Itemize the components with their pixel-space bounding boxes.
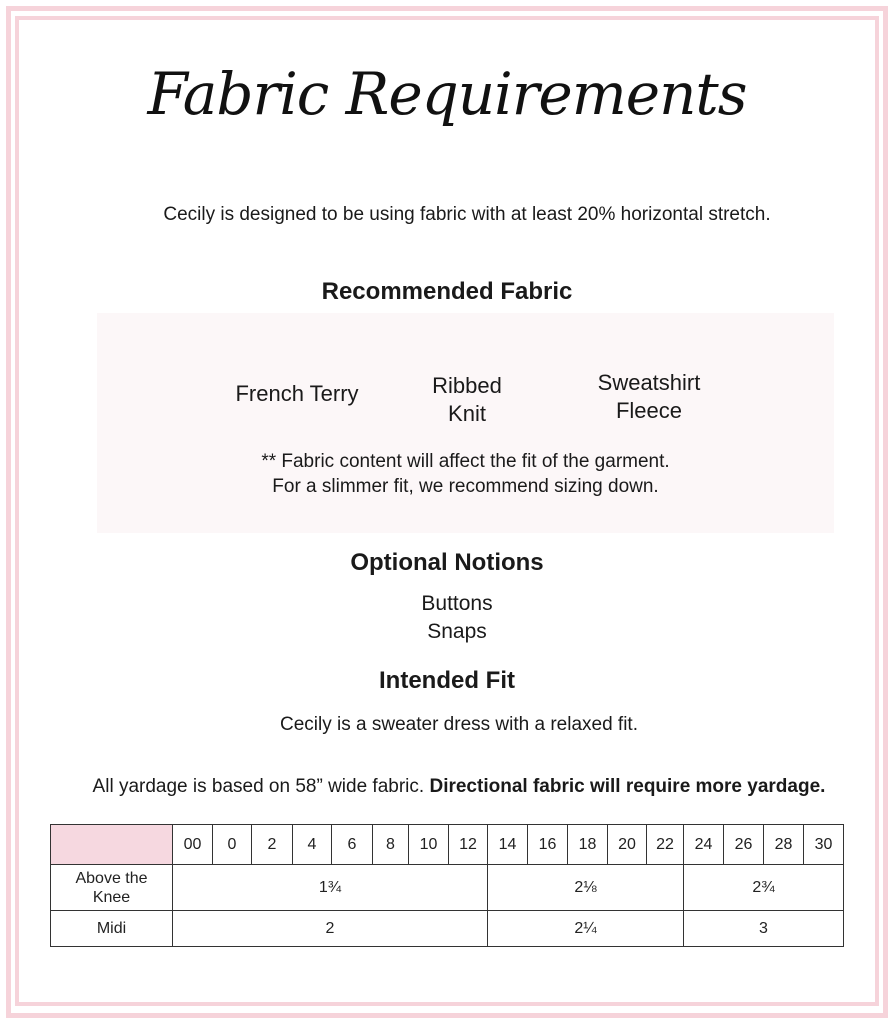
recommended-fabric-box — [97, 313, 834, 533]
fabric-item-sweatshirt-fleece — [569, 369, 729, 425]
table-row — [51, 911, 844, 947]
size-cell: 22 — [647, 825, 684, 865]
size-cell: 00 — [173, 825, 213, 865]
size-cell: 18 — [568, 825, 608, 865]
fabric-item-label: French Terry — [235, 381, 359, 406]
optional-notions-heading: Optional Notions — [350, 549, 544, 576]
size-cell: 4 — [293, 825, 332, 865]
size-cell: 0 — [213, 825, 252, 865]
fabric-item-label: Fleece — [615, 398, 683, 423]
yardage-note-normal: All yardage is based on 58” wide fabric. — [92, 776, 430, 797]
notions-list — [10, 590, 894, 646]
fabric-item-ribbed-knit — [402, 372, 532, 428]
list-item: Snaps — [427, 620, 487, 643]
yardage-note — [12, 776, 894, 798]
page-title: Fabric Requirements — [147, 60, 747, 128]
size-cell: 6 — [332, 825, 373, 865]
size-cell: 8 — [373, 825, 409, 865]
yardage-value-cell: 3 — [684, 911, 844, 947]
row-label-midi: Midi — [51, 911, 173, 947]
yardage-value-cell: 2¾ — [684, 865, 844, 911]
size-cell: 2 — [252, 825, 293, 865]
row-label-above-knee — [51, 865, 173, 911]
recommended-fabric-heading: Recommended Fabric — [321, 278, 573, 305]
row-label-line: Above the — [75, 869, 148, 887]
intended-fit-heading: Intended Fit — [379, 667, 515, 694]
size-cell: 20 — [608, 825, 647, 865]
size-cell: 10 — [409, 825, 449, 865]
fabric-item-label: Ribbed — [432, 373, 502, 398]
fabric-item-label: Knit — [448, 401, 486, 426]
yardage-value-cell: 2⅛ — [488, 865, 684, 911]
size-cell: 24 — [684, 825, 724, 865]
size-cell: 30 — [804, 825, 844, 865]
table-corner-cell — [51, 825, 173, 865]
fabric-note-line: For a slimmer fit, we recommend sizing down. — [272, 476, 659, 497]
intro-text: Cecily is designed to be using fabric with at least 20% horizontal stretch. — [163, 204, 771, 225]
list-item: Buttons — [421, 592, 493, 615]
fabric-note — [97, 449, 834, 499]
yardage-table — [50, 824, 844, 947]
intended-fit-text: Cecily is a sweater dress with a relaxed fit. — [280, 714, 638, 735]
table-row — [51, 865, 844, 911]
size-cell: 26 — [724, 825, 764, 865]
fabric-item-label: Sweatshirt — [597, 370, 701, 395]
fabric-note-line: ** Fabric content will affect the fit of the garment. — [261, 451, 670, 472]
row-label-line: Knee — [92, 888, 131, 906]
size-cell: 14 — [488, 825, 528, 865]
yardage-note-bold: Directional fabric will require more yardage. — [429, 776, 826, 797]
yardage-value-cell: 1¾ — [173, 865, 488, 911]
yardage-value-cell: 2 — [173, 911, 488, 947]
yardage-value-cell: 2¼ — [488, 911, 684, 947]
size-cell: 12 — [449, 825, 488, 865]
table-header-row — [51, 825, 844, 865]
fabric-item-french-terry — [217, 380, 377, 408]
size-cell: 28 — [764, 825, 804, 865]
size-cell: 16 — [528, 825, 568, 865]
